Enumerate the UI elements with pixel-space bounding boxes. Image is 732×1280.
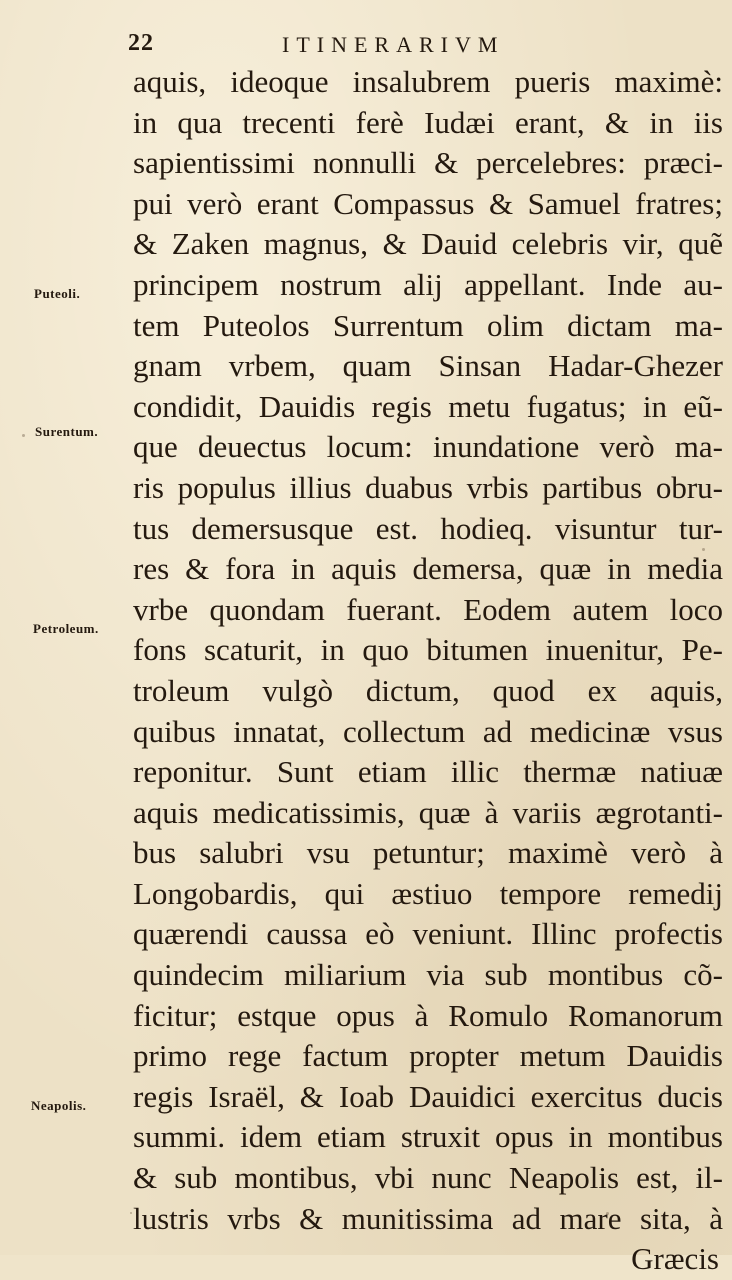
- text-line: aquis medicatissimis, quæ à variis ægrotanti-: [133, 794, 723, 830]
- text-line: summi. idem etiam struxit opus in montibus: [133, 1119, 723, 1155]
- page-number: 22: [128, 30, 154, 56]
- text-line: condidit, Dauidis regis metu fugatus; in eũ-: [133, 388, 723, 424]
- margin-note-puteoli: Puteoli.: [34, 286, 81, 301]
- text-line: aquis, ideoque insalubrem pueris maximè:: [133, 64, 723, 99]
- paper-speck: [702, 548, 705, 551]
- text-line: troleum vulgò dictum, quod ex aquis,: [133, 672, 723, 708]
- text-line: tus demersusque est. hodieq. visuntur tur-: [133, 510, 723, 546]
- text-line: quibus innatat, collectum ad medicinæ vsus: [133, 713, 723, 749]
- text-line: vrbe quondam fuerant. Eodem autem loco: [133, 591, 723, 627]
- text-line: res & fora in aquis demersa, quæ in media: [133, 551, 723, 587]
- margin-note-neapolis: Neapolis.: [31, 1098, 87, 1113]
- text-line: Longobardis, qui æstiuo tempore remedij: [133, 875, 723, 911]
- margin-note-petroleum: Petroleum.: [33, 621, 99, 636]
- text-line: ris populus illius duabus vrbis partibus obru-: [133, 469, 723, 505]
- text-line: primo rege factum propter metum Dauidis: [133, 1038, 723, 1074]
- text-line: gnam vrbem, quam Sinsan Hadar-Ghezer: [133, 348, 723, 384]
- text-line: in qua trecenti ferè Iudæi erant, & in iis: [133, 104, 723, 140]
- text-line: pui verò erant Compassus & Samuel fratres;: [133, 185, 723, 221]
- text-line: reponitur. Sunt etiam illic thermæ natiuæ: [133, 754, 723, 790]
- margin-note-surentum: Surentum.: [35, 424, 99, 439]
- paper-speck: [606, 1212, 609, 1215]
- catchword: Græcis: [631, 1241, 719, 1277]
- text-line: quindecim miliarium via sub montibus cõ-: [133, 957, 723, 993]
- paper-speck: [22, 434, 25, 437]
- text-line: principem nostrum alij appellant. Inde au-: [133, 266, 723, 302]
- text-line: bus salubri vsu petuntur; maximè verò à: [133, 835, 723, 871]
- text-line: sapientissimi nonnulli & percelebres: præci-: [133, 145, 723, 181]
- text-line: ficitur; estque opus à Romulo Romanorum: [133, 997, 723, 1033]
- text-line: fons scaturit, in quo bitumen inuenitur, Pe-: [133, 632, 723, 668]
- text-line: & sub montibus, vbi nunc Neapolis est, il-: [133, 1160, 723, 1196]
- text-line: que deuectus locum: inundatione verò ma-: [133, 429, 723, 465]
- text-line: & Zaken magnus, & Dauid celebris vir, quẽ: [133, 226, 723, 262]
- text-line: tem Puteolos Surrentum olim dictam ma-: [133, 307, 723, 343]
- text-line: lustris vrbs & munitissima ad mare sita, à: [133, 1200, 723, 1236]
- running-title: ITINERARIVM: [282, 32, 505, 57]
- text-line: regis Israël, & Ioab Dauidici exercitus ducis: [133, 1078, 723, 1114]
- body-text: [133, 62, 723, 1280]
- paper-speck: [130, 1212, 132, 1214]
- text-line: quærendi caussa eò veniunt. Illinc profectis: [133, 916, 723, 952]
